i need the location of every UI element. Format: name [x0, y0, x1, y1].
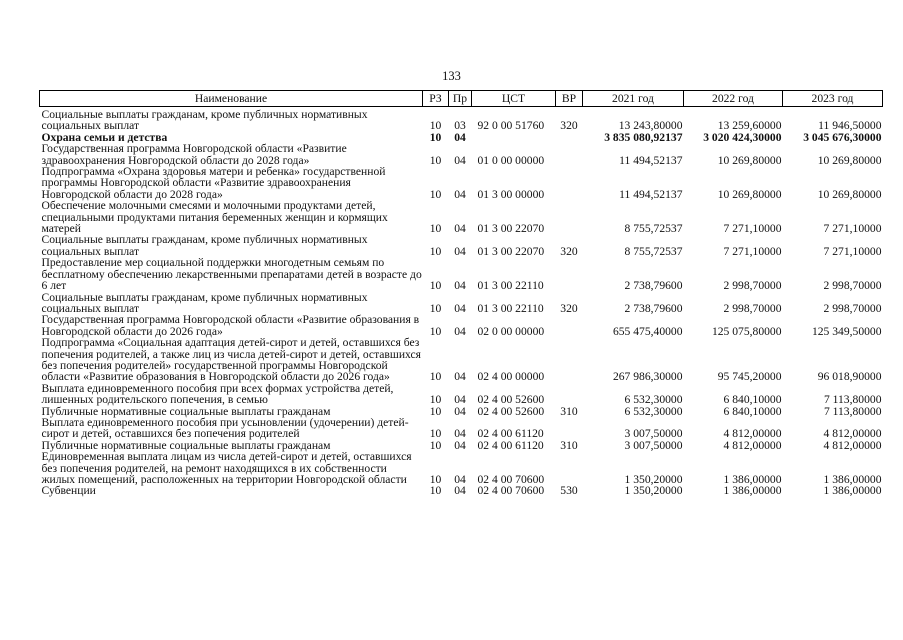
table-body	[40, 107, 883, 497]
row-rz: 10	[429, 244, 442, 258]
row-cst: 01 3 00 22110	[477, 301, 544, 315]
row-vr: 310	[560, 404, 578, 418]
row-value-2023: 3 045 676,30000	[803, 130, 882, 144]
row-rz: 10	[429, 222, 442, 236]
row-cst: 02 0 00 00000	[477, 324, 545, 338]
row-cst: 02 4 00 61120	[477, 438, 544, 452]
row-rz: 10	[429, 393, 442, 407]
row-name: Подпрограмма «Охрана здоровья матери и ребенка» государственной программы Новгородской области «Развитие здравоохранения Новгородской области до 2028 года»	[41, 165, 386, 201]
row-vr	[556, 383, 583, 406]
row-pr: 04	[454, 279, 466, 293]
row-value-2022: 1 386,00000	[723, 473, 782, 486]
row-cst	[472, 132, 556, 143]
header-name: Наименование	[40, 91, 423, 107]
row-rz: 10	[429, 187, 442, 201]
row-value-2022: 125 075,80000	[711, 324, 782, 338]
row-name: Публичные нормативные социальные выплаты гражданам	[41, 438, 331, 452]
row-value-2022: 7 271,10000	[723, 222, 782, 236]
row-value-2023: 1 386,00000	[823, 473, 882, 486]
row-name: Выплата единовременного пособия при усыновлении (удочерении) детей-сирот и детей, оставшихся без попечения родителей	[41, 415, 409, 441]
row-value-2021: 3 007,50000	[624, 438, 683, 452]
row-vr: 530	[560, 484, 578, 498]
table-row	[40, 292, 883, 315]
row-value-2023: 96 018,90000	[817, 370, 882, 384]
row-value-2021: 8 755,72537	[624, 244, 683, 258]
row-cst: 02 4 00 00000	[477, 370, 545, 384]
page-number: 133	[442, 69, 461, 83]
table-row	[40, 107, 883, 132]
row-pr: 04	[454, 473, 466, 486]
header-pr: Пр	[449, 91, 472, 107]
row-rz: 10	[429, 473, 442, 486]
row-value-2021: 655 475,40000	[612, 324, 683, 338]
row-name: Государственная программа Новгородской области «Развитие образования в Новгородской области до 2026 года»	[41, 313, 420, 338]
row-vr	[556, 337, 583, 383]
row-value-2021: 6 532,30000	[624, 404, 683, 418]
row-pr: 04	[454, 370, 466, 384]
row-value-2023: 7 271,10000	[823, 244, 882, 258]
row-value-2023: 11 946,50000	[818, 119, 882, 133]
header-rz: РЗ	[423, 91, 449, 107]
row-value-2021: 267 986,30000	[612, 370, 683, 384]
row-vr: 320	[560, 244, 578, 258]
row-cst: 01 3 00 22110	[477, 279, 544, 293]
row-value-2023: 4 812,00000	[823, 438, 882, 452]
table-row	[40, 485, 883, 496]
header-vr: ВР	[556, 91, 583, 107]
row-rz: 10	[429, 404, 442, 418]
row-value-2022: 10 269,80000	[717, 153, 782, 167]
row-rz: 10	[429, 370, 442, 384]
header-2021: 2021 год	[583, 91, 684, 107]
row-vr: 320	[560, 119, 578, 133]
row-pr: 04	[454, 393, 466, 407]
row-pr: 04	[454, 484, 466, 498]
row-vr	[556, 200, 583, 234]
header-2022: 2022 год	[684, 91, 783, 107]
row-value-2023: 7 113,80000	[823, 393, 882, 407]
table-row	[40, 314, 883, 337]
table-row	[40, 337, 883, 383]
table-row	[40, 383, 883, 406]
row-value-2022: 2 998,70000	[723, 301, 782, 315]
row-rz: 10	[429, 438, 442, 452]
row-name: Государственная программа Новгородской области «Развитие здравоохранения Новгородской области до 2028 года»	[41, 142, 347, 167]
row-name: Предоставление мер социальной поддержки многодетным семьям по бесплатному обеспечению лекарственными препаратами детей в возрасте до 6 лет	[41, 256, 422, 293]
row-pr: 04	[454, 130, 466, 144]
row-name: Субвенции	[41, 484, 96, 498]
row-name: Единовременная выплата лицам из числа детей-сирот и детей, оставшихся без попечения родителей, на ремонт находящихся в их собственности жилых помещений, расположенных на территории Новгородской области	[41, 450, 412, 486]
row-pr: 04	[454, 427, 466, 441]
row-pr: 04	[454, 438, 466, 452]
row-rz: 10	[429, 119, 442, 133]
row-cst: 01 0 00 00000	[477, 153, 545, 167]
table-row	[40, 257, 883, 291]
row-vr	[556, 132, 583, 143]
row-name: Выплата единовременного пособия при всех формах устройства детей, лишенных родительского попечения, в семью	[41, 381, 394, 407]
row-pr: 04	[454, 222, 466, 236]
row-value-2022: 1 386,00000	[723, 484, 782, 498]
row-value-2022: 95 745,20000	[717, 370, 782, 384]
row-cst: 02 4 00 70600	[477, 484, 545, 498]
row-value-2023: 125 349,50000	[811, 324, 882, 338]
row-value-2023: 7 113,80000	[823, 404, 882, 418]
row-value-2022: 13 259,60000	[717, 119, 782, 133]
row-value-2022: 7 271,10000	[723, 244, 782, 258]
row-value-2023: 10 269,80000	[817, 153, 882, 167]
row-value-2021: 3 835 080,92137	[604, 130, 683, 144]
row-name: Социальные выплаты гражданам, кроме публичных нормативных социальных выплат	[41, 290, 368, 315]
row-value-2023: 10 269,80000	[817, 187, 882, 201]
row-value-2021: 11 494,52137	[619, 187, 683, 201]
row-rz: 10	[429, 301, 442, 315]
row-name: Охрана семьи и детства	[41, 130, 168, 144]
row-name: Подпрограмма «Социальная адаптация детей-сирот и детей, оставшихся без попечения родителей, а также лиц из числа детей-сирот и детей, оставшихся без попечения родителей» государственной программы Новгородской области «Развитие образования в Новгородской области до 2026 года»	[41, 336, 421, 384]
row-value-2023: 4 812,00000	[823, 427, 882, 441]
row-pr: 03	[454, 119, 466, 133]
row-rz: 10	[429, 484, 442, 498]
row-vr	[556, 314, 583, 337]
table-row	[40, 417, 883, 440]
row-vr	[556, 451, 583, 485]
row-rz: 10	[429, 427, 442, 441]
table-header-row	[40, 91, 883, 107]
row-name: Публичные нормативные социальные выплаты гражданам	[41, 404, 331, 418]
header-2023: 2023 год	[783, 91, 883, 107]
row-pr: 04	[454, 404, 466, 418]
row-value-2023: 7 271,10000	[823, 222, 882, 236]
row-pr: 04	[454, 153, 466, 167]
row-value-2022: 2 998,70000	[723, 279, 782, 293]
table-row	[40, 200, 883, 234]
row-rz: 10	[429, 153, 442, 167]
row-pr: 04	[454, 301, 466, 315]
table-row	[40, 143, 883, 166]
header-cst: ЦСТ	[472, 91, 556, 107]
row-value-2022: 10 269,80000	[717, 187, 782, 201]
row-value-2021: 2 738,79600	[624, 279, 683, 293]
row-name: Социальные выплаты гражданам, кроме публичных нормативных социальных выплат	[41, 233, 368, 258]
row-cst: 02 4 00 70600	[477, 473, 545, 486]
row-vr	[556, 166, 583, 200]
row-value-2023: 1 386,00000	[823, 484, 882, 498]
row-cst: 02 4 00 52600	[477, 404, 545, 418]
row-cst: 01 3 00 00000	[477, 187, 545, 201]
table-row	[40, 234, 883, 257]
row-value-2021: 11 494,52137	[619, 153, 683, 167]
row-cst: 02 4 00 61120	[477, 427, 544, 441]
row-value-2021: 8 755,72537	[624, 222, 683, 236]
row-value-2021: 1 350,20000	[624, 484, 683, 498]
row-vr	[556, 417, 583, 440]
row-value-2022: 4 812,00000	[723, 427, 782, 441]
budget-table	[39, 90, 883, 497]
row-cst: 92 0 00 51760	[477, 119, 545, 133]
row-value-2023: 2 998,70000	[823, 301, 882, 315]
row-cst: 02 4 00 52600	[477, 393, 545, 407]
row-vr	[556, 257, 583, 291]
row-value-2021: 13 243,80000	[618, 119, 683, 133]
row-value-2021: 2 738,79600	[624, 301, 683, 315]
row-value-2022: 3 020 424,30000	[703, 130, 782, 144]
row-value-2022: 6 840,10000	[723, 404, 782, 418]
row-cst: 01 3 00 22070	[477, 222, 545, 236]
table-row	[40, 451, 883, 485]
row-value-2021: 3 007,50000	[624, 427, 683, 441]
row-value-2021: 6 532,30000	[624, 393, 683, 407]
row-vr	[556, 143, 583, 166]
row-rz: 10	[429, 279, 442, 293]
table-row	[40, 166, 883, 200]
row-pr: 04	[454, 324, 466, 338]
row-vr: 320	[560, 301, 578, 315]
row-name: Обеспечение молочными смесями и молочными продуктами детей, специальными продуктами питания беременных женщин и кормящих матерей	[41, 199, 388, 236]
row-value-2021: 1 350,20000	[624, 473, 683, 486]
row-pr: 04	[454, 244, 466, 258]
row-value-2023: 2 998,70000	[823, 279, 882, 293]
row-name: Социальные выплаты гражданам, кроме публичных нормативных социальных выплат	[41, 108, 368, 133]
row-value-2022: 6 840,10000	[723, 393, 782, 407]
row-pr: 04	[454, 187, 466, 201]
row-rz: 10	[429, 130, 442, 144]
row-cst: 01 3 00 22070	[477, 244, 545, 258]
row-rz: 10	[429, 324, 442, 338]
row-vr: 310	[560, 438, 578, 452]
row-value-2022: 4 812,00000	[723, 438, 782, 452]
